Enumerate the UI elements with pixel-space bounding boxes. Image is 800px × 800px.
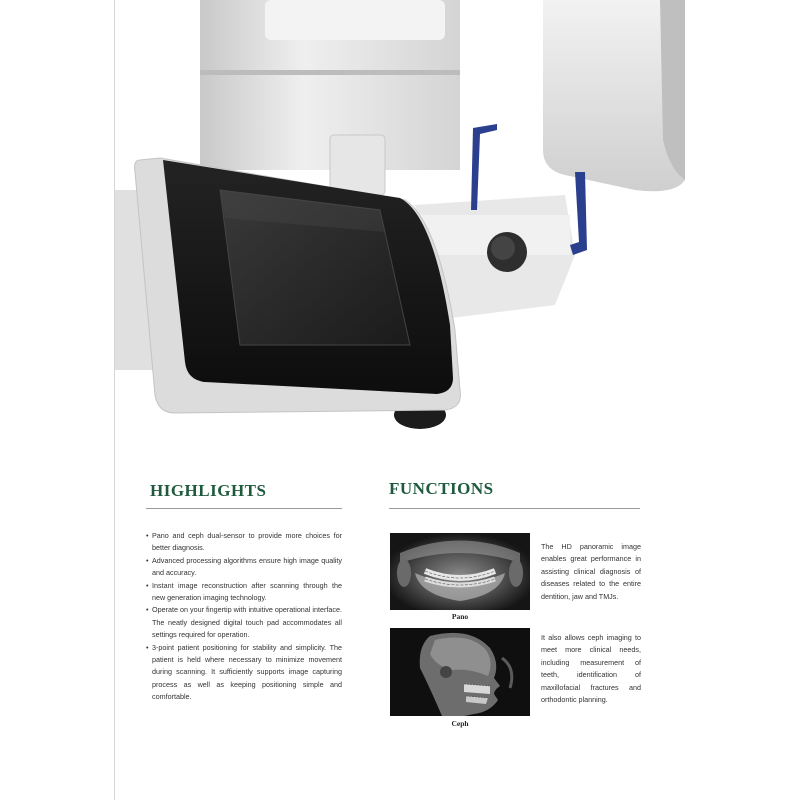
ceph-xray-image (390, 628, 530, 716)
functions-divider (389, 508, 640, 509)
ceph-description: It also allows ceph imaging to meet more clinical needs, including measurement of teeth, identification of maxillofacial fractures and orthodontic planning. (541, 633, 641, 705)
list-item: • Instant image reconstruction after scanning through the new generation imaging technology. (146, 580, 342, 605)
list-item: • Pano and ceph dual-sensor to provide more choices for better diagnosis. (146, 530, 342, 555)
highlights-divider (146, 508, 342, 509)
product-photo (115, 0, 800, 450)
functions-title: FUNCTIONS (389, 479, 494, 498)
list-item: • Operate on your fingertip with intuitive operational interface. The neatly designed digital touch pad accommodates all settings required for operation. (146, 604, 342, 641)
pano-xray-image (390, 533, 530, 610)
pano-caption: Pano (451, 612, 469, 621)
list-item: • 3-point patient positioning for stability and simplicity. The patient is held where necessary to minimize movement during scanning. It sufficiently supports image capturing process as well as keeping positioning simple and comfortable. (146, 642, 342, 704)
highlights-title: HIGHLIGHTS (150, 481, 267, 500)
list-item: • Advanced processing algorithms ensure high image quality and accuracy. (146, 555, 342, 580)
highlights-list (146, 530, 342, 704)
pano-description: The HD panoramic image enables great performance in assisting clinical diagnosis of diseases related to the entire dentition, jaw and TMJs. (541, 542, 641, 601)
ceph-caption: Ceph (451, 719, 469, 728)
